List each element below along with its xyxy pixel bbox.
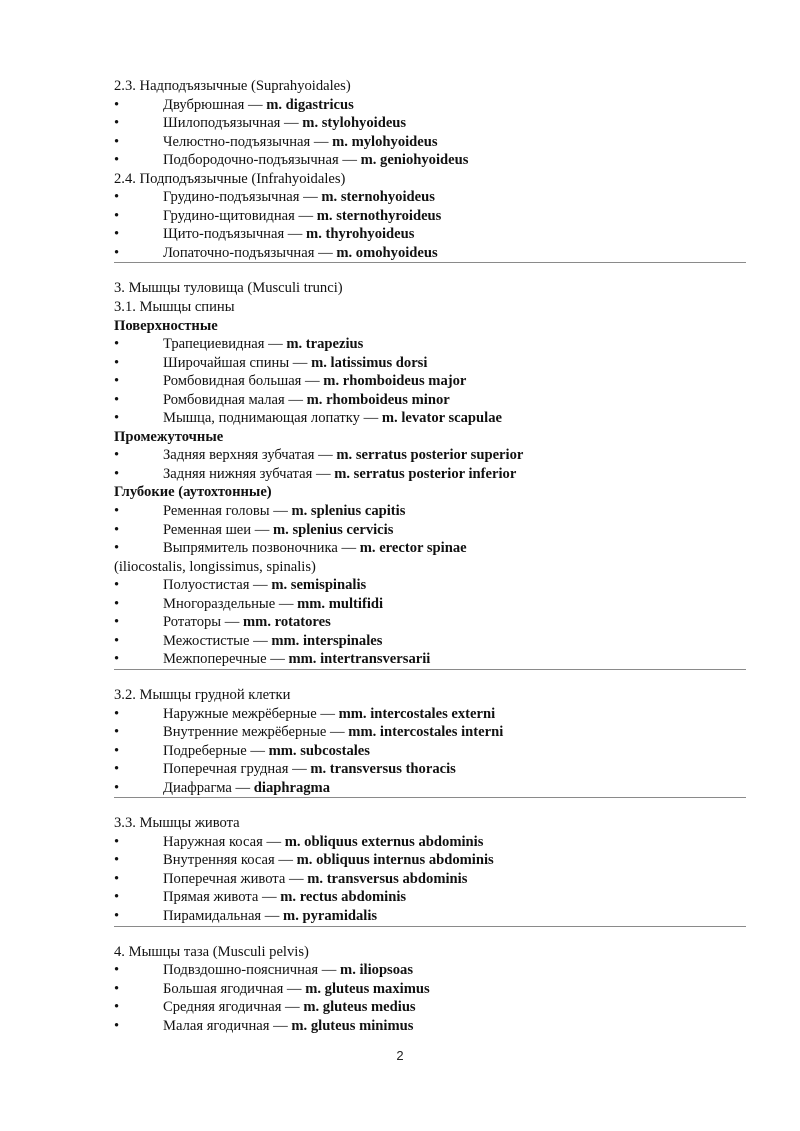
bullet-icon: •: [114, 465, 120, 482]
list-item: [114, 96, 744, 115]
list-item: [114, 998, 744, 1017]
bullet-icon: •: [114, 503, 120, 520]
russian-name: Малая ягодичная —: [163, 1017, 292, 1034]
item-text: [163, 133, 438, 152]
item-text: [163, 632, 382, 651]
list-item: [114, 907, 744, 926]
latin-name: m. pyramidalis: [283, 907, 378, 924]
latin-name: m. levator scapulae: [381, 410, 502, 427]
latin-name: m. sternohyoideus: [321, 189, 435, 206]
section-heading: 2.3. Надподъязычные (Suprahyoidales): [114, 78, 351, 94]
russian-name: Подбородочно-подъязычная —: [163, 152, 361, 169]
bullet-icon: •: [114, 907, 120, 924]
section-spacer: [114, 263, 744, 279]
russian-name: Диафрагма —: [163, 779, 254, 796]
latin-name: m. rectus abdominis: [280, 889, 407, 906]
latin-name: m. obliquus externus abdominis: [284, 833, 484, 850]
item-text: [163, 998, 416, 1017]
russian-name: Прямая живота —: [163, 889, 281, 906]
section: [114, 686, 744, 797]
bullet-icon: •: [114, 614, 120, 631]
item-text: [163, 650, 430, 669]
latin-name: m. erector spinae: [359, 540, 467, 557]
bullet-icon: •: [114, 724, 120, 741]
russian-name: Грудино-подъязычная —: [163, 189, 322, 206]
list-item: [114, 760, 744, 779]
item-text: [163, 779, 330, 798]
russian-name: Двубрюшная —: [163, 96, 267, 113]
russian-name: Челюстно-подъязычная —: [163, 133, 333, 150]
russian-name: Межпоперечные —: [163, 651, 289, 668]
section-heading: 2.4. Подподъязычные (Infrahyoidales): [114, 170, 346, 187]
section-spacer: [114, 798, 744, 814]
list-item: [114, 613, 744, 632]
latin-name: m. thyrohyoideus: [306, 226, 415, 243]
russian-name: Большая ягодичная —: [163, 980, 306, 997]
latin-name: mm. intercostales interni: [348, 724, 504, 741]
item-text: [163, 760, 456, 779]
list-item: [114, 576, 744, 595]
russian-name: Поперечная грудная —: [163, 761, 311, 778]
section-heading: 3.3. Мышцы живота: [114, 815, 240, 832]
latin-name: mm. intercostales externi: [338, 705, 496, 722]
russian-name: Задняя верхняя зубчатая —: [163, 447, 337, 464]
latin-name: m. obliquus internus abdominis: [296, 852, 494, 869]
latin-name: m. semispinalis: [271, 577, 367, 594]
bullet-icon: •: [114, 447, 120, 464]
latin-name: m. gluteus minimus: [291, 1017, 414, 1034]
russian-name: Средняя ягодичная —: [163, 999, 304, 1016]
section-heading: 3.2. Мышцы грудной клетки: [114, 686, 291, 703]
latin-name: m. sternothyroideus: [316, 207, 442, 224]
list-item: [114, 151, 744, 170]
list-item: [114, 1017, 744, 1036]
bullet-icon: •: [114, 852, 120, 869]
latin-name: mm. interspinales: [271, 632, 383, 649]
russian-name: Межостистые —: [163, 632, 272, 649]
bullet-icon: •: [114, 632, 120, 649]
section-spacer: [114, 927, 744, 943]
item-text: [163, 446, 523, 465]
section-heading: 4. Мышцы таза (Musculi pelvis): [114, 943, 309, 960]
latin-name: m. stylohyoideus: [302, 115, 407, 132]
item-text: [163, 114, 406, 133]
russian-name: Задняя нижняя зубчатая —: [163, 465, 335, 482]
item-text: [163, 151, 468, 170]
russian-name: Шилоподъязычная —: [163, 115, 303, 132]
item-text: [163, 391, 450, 410]
bullet-icon: •: [114, 980, 120, 997]
bullet-icon: •: [114, 354, 120, 371]
section: [114, 814, 744, 925]
list-item: [114, 446, 744, 465]
latin-name: m. transversus thoracis: [310, 761, 456, 778]
bullet-icon: •: [114, 336, 120, 353]
list-item: [114, 870, 744, 889]
list-item: [114, 521, 744, 540]
item-text: [163, 961, 413, 980]
list-item: [114, 833, 744, 852]
item-text: [163, 723, 503, 742]
bullet-icon: •: [114, 115, 120, 132]
russian-name: Щито-подъязычная —: [163, 226, 307, 243]
list-item: [114, 391, 744, 410]
item-text: [163, 907, 377, 926]
bullet-icon: •: [114, 540, 120, 557]
item-text: [163, 188, 435, 207]
list-item: [114, 465, 744, 484]
item-text: [163, 595, 383, 614]
latin-name: m. mylohyoideus: [332, 133, 438, 150]
list-item: [114, 705, 744, 724]
bullet-icon: •: [114, 152, 120, 169]
list-item: [114, 961, 744, 980]
russian-name: Трапециевидная —: [163, 336, 287, 353]
item-text: [163, 980, 430, 999]
bullet-icon: •: [114, 189, 120, 206]
russian-name: Выпрямитель позвоночника —: [163, 540, 360, 557]
russian-name: Поперечная живота —: [163, 870, 308, 887]
bullet-icon: •: [114, 962, 120, 979]
latin-name: mm. multifidi: [297, 595, 384, 612]
item-text: [163, 833, 483, 852]
bullet-icon: •: [114, 373, 120, 390]
section-heading: 3. Мышцы туловища (Musculi trunci): [114, 280, 343, 297]
bullet-icon: •: [114, 651, 120, 668]
list-item: [114, 188, 744, 207]
russian-name: Широчайшая спины —: [163, 354, 312, 371]
latin-name: m. splenius cervicis: [273, 521, 394, 538]
item-text: [163, 335, 363, 354]
list-item: [114, 133, 744, 152]
bullet-icon: •: [114, 1017, 120, 1034]
bullet-icon: •: [114, 833, 120, 850]
russian-name: Наружные межрёберные —: [163, 705, 339, 722]
bullet-icon: •: [114, 226, 120, 243]
bullet-icon: •: [114, 595, 120, 612]
latin-name: m. iliopsoas: [340, 962, 414, 979]
section: [114, 279, 744, 668]
russian-name: Многораздельные —: [163, 595, 298, 612]
item-text: [163, 225, 414, 244]
russian-name: Полуостистая —: [163, 577, 272, 594]
russian-name: Подреберные —: [163, 742, 269, 759]
list-item: [114, 354, 744, 373]
item-text: [163, 465, 516, 484]
russian-name: Ромбовидная большая —: [163, 373, 324, 390]
bullet-icon: •: [114, 207, 120, 224]
item-text: [163, 742, 370, 761]
section: [114, 77, 744, 262]
list-item: [114, 335, 744, 354]
bullet-icon: •: [114, 889, 120, 906]
item-text: [163, 576, 366, 595]
item-text: [163, 870, 467, 889]
list-item: [114, 650, 744, 669]
bullet-icon: •: [114, 521, 120, 538]
bullet-icon: •: [114, 577, 120, 594]
latin-name: mm. intertransversarii: [288, 651, 431, 668]
bullet-icon: •: [114, 391, 120, 408]
russian-name: Подвздошно-поясничная —: [163, 962, 341, 979]
russian-name: Лопаточно-подъязычная —: [163, 244, 337, 261]
list-item: [114, 244, 744, 263]
list-item: [114, 723, 744, 742]
subheading: Промежуточные: [114, 428, 224, 445]
list-item: [114, 502, 744, 521]
bullet-icon: •: [114, 96, 120, 113]
list-item: [114, 632, 744, 651]
russian-name: Ременная головы —: [163, 503, 292, 520]
latin-name: m. transversus abdominis: [307, 870, 468, 887]
list-item: [114, 207, 744, 226]
page-number: 2: [396, 1048, 404, 1063]
item-text: [163, 613, 331, 632]
list-item: [114, 409, 744, 428]
list-item: [114, 980, 744, 999]
latin-name: m. latissimus dorsi: [311, 354, 428, 371]
latin-name: m. rhomboideus major: [323, 373, 467, 390]
latin-name: diaphragma: [253, 779, 331, 796]
latin-name: m. serratus posterior superior: [336, 447, 524, 464]
bullet-icon: •: [114, 244, 120, 261]
list-item: [114, 742, 744, 761]
latin-name: m. trapezius: [286, 336, 364, 353]
item-text: [163, 409, 502, 428]
list-item: [114, 225, 744, 244]
item-text: [163, 1017, 413, 1036]
item-text: [163, 207, 441, 226]
item-text: [163, 705, 495, 724]
list-item: [114, 595, 744, 614]
item-text: [163, 539, 467, 558]
russian-name: Пирамидальная —: [163, 907, 284, 924]
list-item: [114, 851, 744, 870]
item-text: [163, 96, 354, 115]
list-item: [114, 114, 744, 133]
latin-name: mm. rotatores: [243, 614, 331, 631]
list-item: [114, 539, 744, 558]
russian-name: Ромбовидная малая —: [163, 391, 307, 408]
bullet-icon: •: [114, 870, 120, 887]
section: [114, 943, 744, 1036]
note-text: (iliocostalis, longissimus, spinalis): [114, 558, 316, 575]
bullet-icon: •: [114, 410, 120, 427]
item-text: [163, 851, 494, 870]
bullet-icon: •: [114, 705, 120, 722]
russian-name: Ременная шеи —: [163, 521, 273, 538]
bullet-icon: •: [114, 779, 120, 796]
item-text: [163, 244, 438, 263]
russian-name: Мышца, поднимающая лопатку —: [163, 410, 382, 427]
bullet-icon: •: [114, 742, 120, 759]
russian-name: Ротаторы —: [163, 614, 243, 631]
latin-name: m. geniohyoideus: [360, 152, 469, 169]
section-spacer: [114, 670, 744, 686]
section-heading: 3.1. Мышцы спины: [114, 299, 235, 316]
item-text: [163, 372, 466, 391]
item-text: [163, 354, 427, 373]
russian-name: Грудино-щитовидная —: [163, 207, 317, 224]
item-text: [163, 888, 406, 907]
latin-name: m. omohyoideus: [336, 244, 438, 261]
list-item: [114, 372, 744, 391]
subheading: Поверхностные: [114, 317, 218, 334]
latin-name: m. gluteus maximus: [305, 980, 430, 997]
russian-name: Наружная косая —: [163, 833, 285, 850]
item-text: [163, 502, 405, 521]
list-item: [114, 888, 744, 907]
latin-name: mm. subcostales: [268, 742, 370, 759]
bullet-icon: •: [114, 999, 120, 1016]
document-body: [114, 77, 744, 1035]
list-item: [114, 779, 744, 798]
latin-name: m. rhomboideus minor: [306, 391, 450, 408]
subheading: Глубокие (аутохтонные): [114, 484, 272, 501]
russian-name: Внутренняя косая —: [163, 852, 297, 869]
item-text: [163, 521, 393, 540]
latin-name: m. gluteus medius: [303, 999, 416, 1016]
bullet-icon: •: [114, 133, 120, 150]
russian-name: Внутренние межрёберные —: [163, 724, 349, 741]
bullet-icon: •: [114, 761, 120, 778]
latin-name: m. serratus posterior inferior: [334, 465, 517, 482]
latin-name: m. splenius capitis: [291, 503, 406, 520]
latin-name: m. digastricus: [266, 96, 354, 113]
